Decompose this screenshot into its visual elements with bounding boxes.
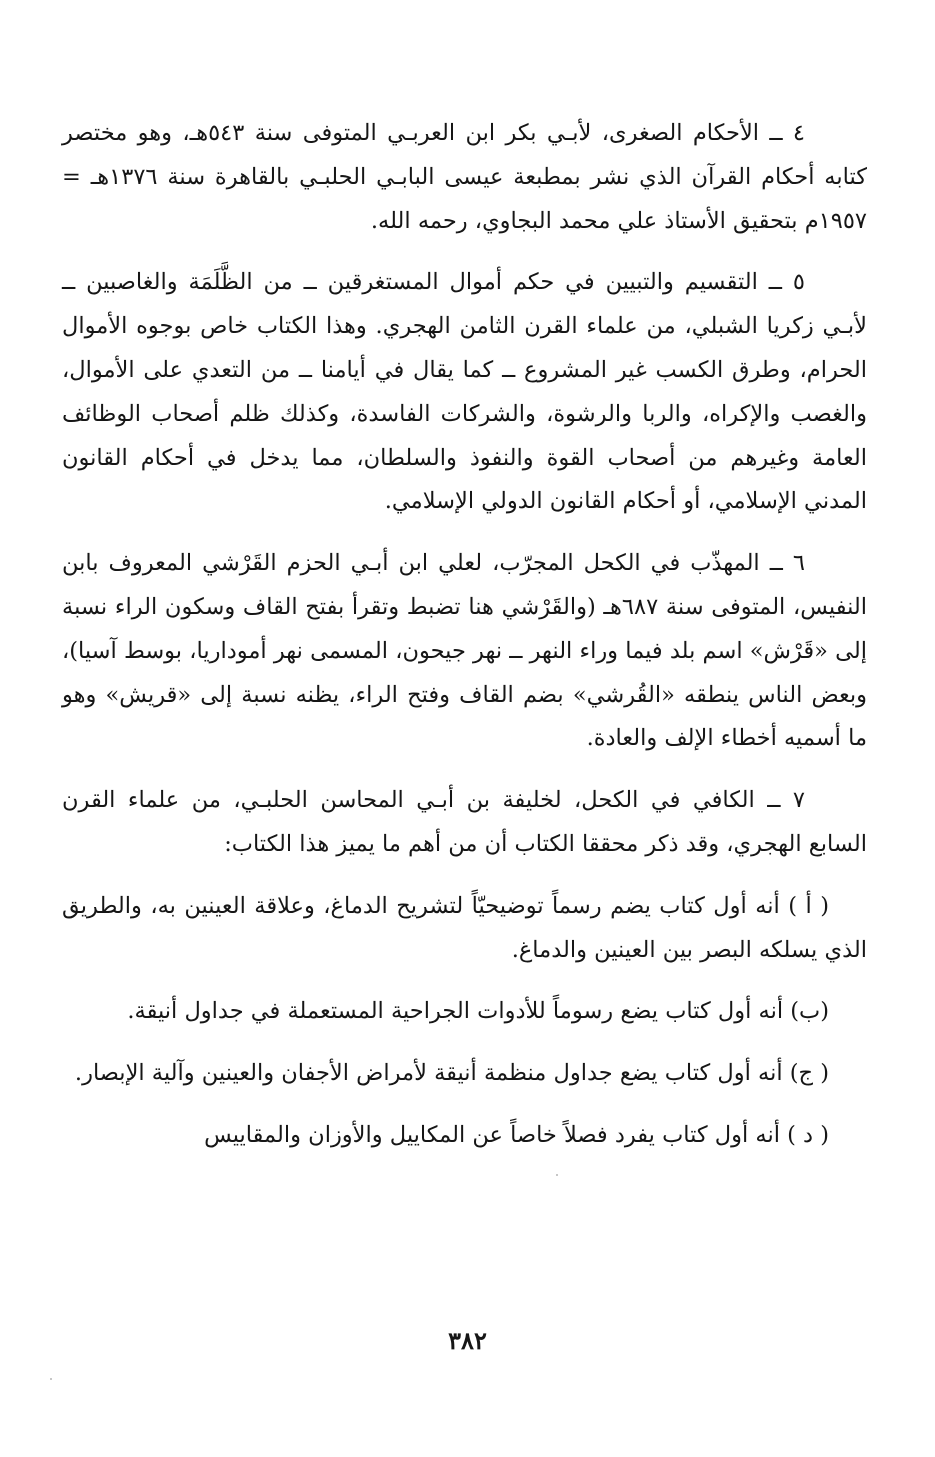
list-item-b: (ب) أنه أول كتاب يضع رسوماً للأدوات الجراحية المستعملة في جداول أنيقة.: [127, 998, 829, 1025]
list-item-a: ( أ ) أنه أول كتاب يضم رسماً توضيحيّاً لتشريح الدماغ، وعلاقة العينين به، والطريق الذي يسلكه البصر بين العينين والدماغ.: [62, 892, 867, 963]
list-item-d: ( د ) أنه أول كتاب يفرد فصلاً خاصاً عن المكاييل والأوزان والمقاييس: [204, 1121, 829, 1148]
list-item-c: ( ج) أنه أول كتاب يضع جداول منظمة أنيقة لأمراض الأجفان والعينين وآلية الإبصار.: [74, 1060, 829, 1087]
paragraph-book-6: ٦ ــ المهذّب في الكحل المجرّب، لعلي ابن أبـي الحزم القَرْشي المعروف بابن النفيس، المتوفى سنة ٦٨٧هـ (والقَرْشي هنا تضبط وتقرأ بفتح القاف وسكون الراء نسبة إلى «قَرْش» اسم بلد فيما وراء النهر ــ نهر جيحون، المسمى نهر أموداريا، بوسط آسيا)، وبعض الناس ينطقه «القُرشي» بضم القاف وفتح الراء، يظنه نسبة إلى «قريش» وهو ما أسميه أخطاء الإلف والعادة.: [62, 550, 868, 752]
paragraph-book-7: ٧ ــ الكافي في الكحل، لخليفة بن أبـي المحاسن الحلبـي، من علماء القرن السابع الهجري، وقد ذكر محققا الكتاب أن من أهم ما يميز هذا الكتاب:: [62, 787, 867, 857]
scan-speck: [50, 1378, 52, 1380]
page-number: ٣٨٢: [448, 1326, 487, 1355]
scan-speck: [556, 1174, 558, 1176]
paragraph-book-5: ٥ ــ التقسيم والتبيين في حكم أموال المستغرقين ــ من الظَّلَمَة والغاصبين ــ لأبـي زكريا الشبلي، من علماء القرن الثامن الهجري. وهذا الكتاب خاص بوجوه الأموال الحرام، وطرق الكسب غير المشروع ــ كما يقال في أيامنا ــ من التعدي على الأموال، والغصب والإكراه، والربا والرشوة، والشركات الفاسدة، وكذلك ظلم أصحاب الوظائف العامة وغيرهم من أصحاب القوة والنفوذ والسلطان، مما يدخل في أحكام القانون المدني الإسلامي، أو أحكام القانون الدولي الإسلامي.: [62, 269, 867, 515]
page-body: [62, 112, 867, 1176]
paragraph-book-4: ٤ ــ الأحكام الصغرى، لأبـي بكر ابن العربـي المتوفى سنة ٥٤٣هـ، وهو مختصر كتابه أحكام القرآن الذي نشر بمطبعة عيسى البابـي الحلبـي بالقاهرة سنة ١٣٧٦هـ = ١٩٥٧م بتحقيق الأستاذ علي محمد البجاوي، رحمه الله.: [62, 120, 867, 234]
